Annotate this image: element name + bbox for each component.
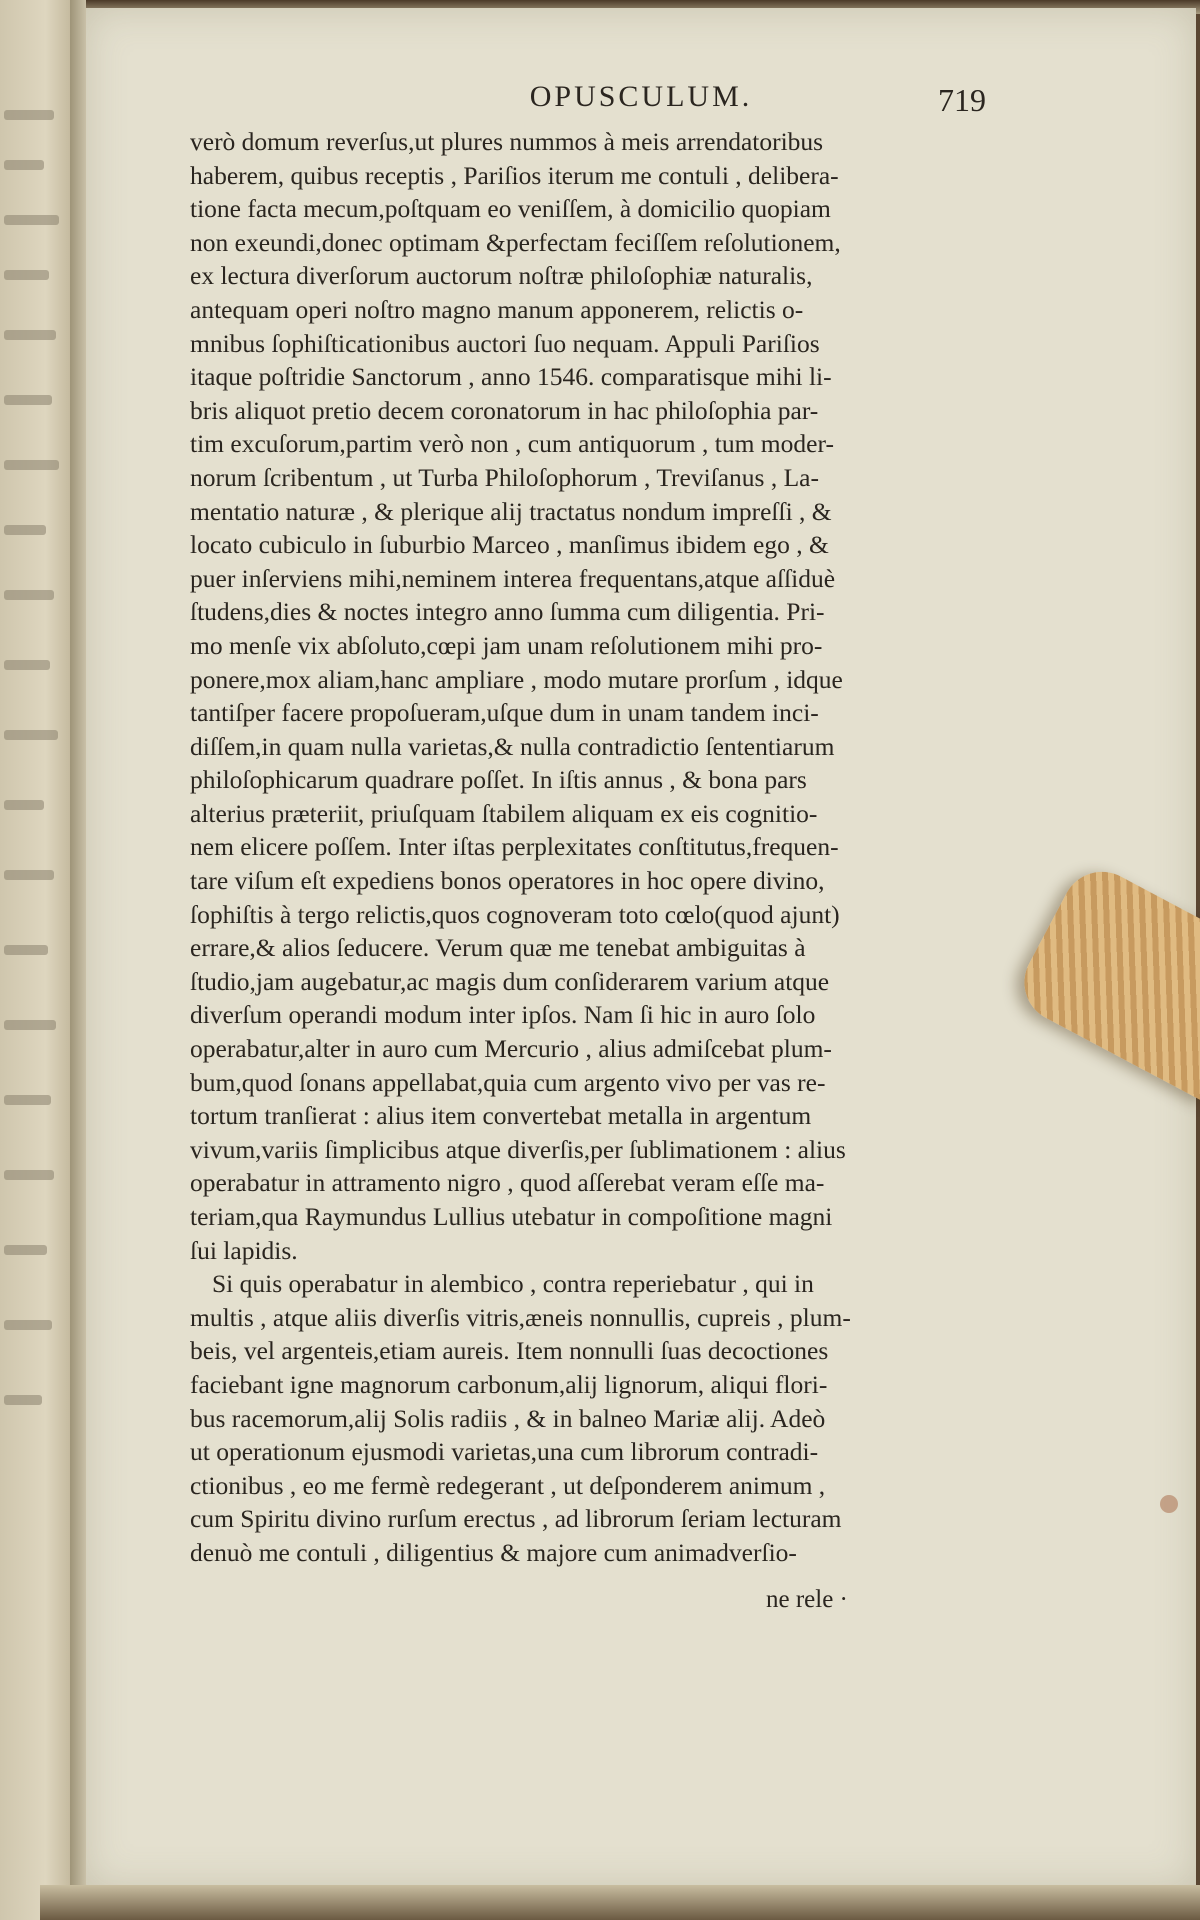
text-line: faciebant igne magnorum carbonum,alij lignorum, aliqui flori- bbox=[190, 1369, 828, 1399]
bleed-through-line bbox=[4, 1395, 42, 1405]
text-line: ſtudio,jam augebatur,ac magis dum conſiderarem varium atque bbox=[190, 966, 830, 996]
text-line: operabatur,alter in auro cum Mercurio , alius admiſcebat plum- bbox=[190, 1034, 832, 1064]
text-line: ctionibus , eo me fermè redegerant , ut deſponderem animum , bbox=[190, 1470, 826, 1500]
text-line: mo menſe vix abſoluto,cœpi jam unam reſolutionem mihi pro- bbox=[190, 630, 823, 660]
text-line: beis, vel argenteis,etiam aureis. Item nonnulli ſuas decoctiones bbox=[190, 1336, 829, 1366]
text-line: teriam,qua Raymundus Lullius utebatur in compoſitione magni bbox=[190, 1202, 833, 1231]
bleed-through-line bbox=[4, 525, 46, 535]
bleed-through-line bbox=[4, 660, 50, 670]
book-page bbox=[86, 8, 1196, 1888]
bleed-through-line bbox=[4, 870, 54, 880]
text-line: puer inſerviens mihi,neminem interea frequentans,atque aſſiduè bbox=[190, 563, 836, 593]
page-bottom-edge bbox=[40, 1885, 1200, 1920]
text-line: tione facta mecum,poſtquam eo veniſſem, à domicilio quopiam bbox=[190, 194, 831, 224]
text-line: verò domum reverſus,ut plures nummos à meis arrendatoribus bbox=[190, 127, 824, 156]
running-head: OPUSCULUM. bbox=[529, 80, 753, 113]
text-line: itaque poſtridie Sanctorum , anno 1546. comparatisque mihi li- bbox=[190, 362, 832, 392]
text-line: ſui lapidis. bbox=[190, 1235, 298, 1265]
body-text bbox=[190, 125, 990, 1570]
bleed-through-line bbox=[4, 800, 44, 810]
bleed-through-line bbox=[4, 1095, 51, 1105]
text-line: ponere,mox aliam,hanc ampliare , modo mutare prorſum , idque bbox=[190, 664, 843, 694]
facing-page-edge bbox=[0, 0, 76, 1920]
text-line: bus racemorum,alij Solis radiis , & in balneo Mariæ alij. Adeò bbox=[190, 1403, 826, 1433]
bleed-through-line bbox=[4, 730, 58, 740]
text-line: locato cubiculo in ſuburbio Marceo , manſimus ibidem ego , & bbox=[190, 530, 829, 560]
bleed-through-line bbox=[4, 1020, 56, 1030]
text-line: tim excuſorum,partim verò non , cum antiquorum , tum moder- bbox=[190, 429, 834, 459]
text-line: norum ſcribentum , ut Turba Philoſophorum , Treviſanus , La- bbox=[190, 462, 819, 492]
paragraph-start-line: Si quis operabatur in alembico , contra reperiebatur , qui in bbox=[212, 1269, 814, 1299]
text-line: tortum tranſierat : alius item convertebat metalla in argentum bbox=[190, 1101, 812, 1131]
bleed-through-line bbox=[4, 590, 54, 600]
text-line: alterius præteriit, priuſquam ſtabilem aliquam ex eis cognitio- bbox=[190, 798, 818, 828]
text-line: cum Spiritu divino rurſum erectus , ad librorum ſeriam lecturam bbox=[190, 1504, 842, 1534]
bleed-through-line bbox=[4, 330, 56, 340]
text-line: antequam operi noſtro magno manum apponerem, relictis o- bbox=[190, 294, 804, 324]
bleed-through-line bbox=[4, 110, 54, 120]
bleed-through-line bbox=[4, 1245, 47, 1255]
text-line: errare,& alios ſeducere. Verum quæ me tenebat ambiguitas à bbox=[190, 933, 806, 963]
text-line: ex lectura diverſorum auctorum noſtræ philoſophiæ naturalis, bbox=[190, 261, 813, 291]
bleed-through-line bbox=[4, 270, 49, 280]
text-line: multis , atque aliis diverſis vitris,æneis nonnullis, cupreis , plum- bbox=[190, 1302, 851, 1332]
stain-spot bbox=[1160, 1495, 1178, 1513]
bleed-through-line bbox=[4, 395, 52, 405]
text-line: tare viſum eſt expediens bonos operatores in hoc opere divino, bbox=[190, 866, 825, 896]
bleed-through-line bbox=[4, 1320, 52, 1330]
catchword: ne rele · bbox=[766, 1586, 848, 1613]
text-line: vivum,variis ſimplicibus atque diverſis,per ſublimationem : alius bbox=[190, 1134, 846, 1164]
text-line: ut operationum ejusmodi varietas,una cum librorum contradi- bbox=[190, 1437, 819, 1467]
bleed-through-line bbox=[4, 945, 48, 955]
text-line: diverſum operandi modum inter ipſos. Nam ſi hic in auro ſolo bbox=[190, 1000, 816, 1030]
text-line: operabatur in attramento nigro , quod aſſerebat veram eſſe ma- bbox=[190, 1168, 825, 1198]
text-line: nem elicere poſſem. Inter iſtas perplexitates conſtitutus,frequen- bbox=[190, 832, 839, 862]
text-line: mentatio naturæ , & plerique alij tractatus nondum impreſſi , & bbox=[190, 496, 832, 526]
bleed-through-line bbox=[4, 215, 59, 225]
text-line: ſtudens,dies & noctes integro anno ſumma cum diligentia. Pri- bbox=[190, 597, 825, 627]
bleed-through-line bbox=[4, 1170, 54, 1180]
bleed-through-line bbox=[4, 160, 44, 170]
text-line: ſophiſtis à tergo relictis,quos cognoveram toto cœlo(quod ajunt) bbox=[190, 899, 840, 929]
text-line: tantiſper facere propoſueram,uſque dum in unam tandem inci- bbox=[190, 698, 819, 728]
text-line: bris aliquot pretio decem coronatorum in hac philoſophia par- bbox=[190, 395, 819, 425]
text-line: philoſophicarum quadrare poſſet. In iſtis annus , & bona pars bbox=[190, 765, 807, 795]
page-number: 719 bbox=[938, 82, 986, 118]
page-header bbox=[86, 80, 1196, 120]
text-line: non exeundi,donec optimam &perfectam feciſſem reſolutionem, bbox=[190, 227, 841, 257]
text-line: mnibus ſophiſticationibus auctori ſuo nequam. Appuli Pariſios bbox=[190, 328, 820, 358]
text-line: denuò me contuli , diligentius & majore cum animadverſio- bbox=[190, 1537, 797, 1567]
bleed-through-line bbox=[4, 460, 59, 470]
text-line: diſſem,in quam nulla varietas,& nulla contradictio ſententiarum bbox=[190, 731, 835, 761]
text-line: bum,quod ſonans appellabat,quia cum argento vivo per vas re- bbox=[190, 1067, 826, 1097]
text-line: haberem, quibus receptis , Pariſios iterum me contuli , delibera- bbox=[190, 160, 839, 190]
